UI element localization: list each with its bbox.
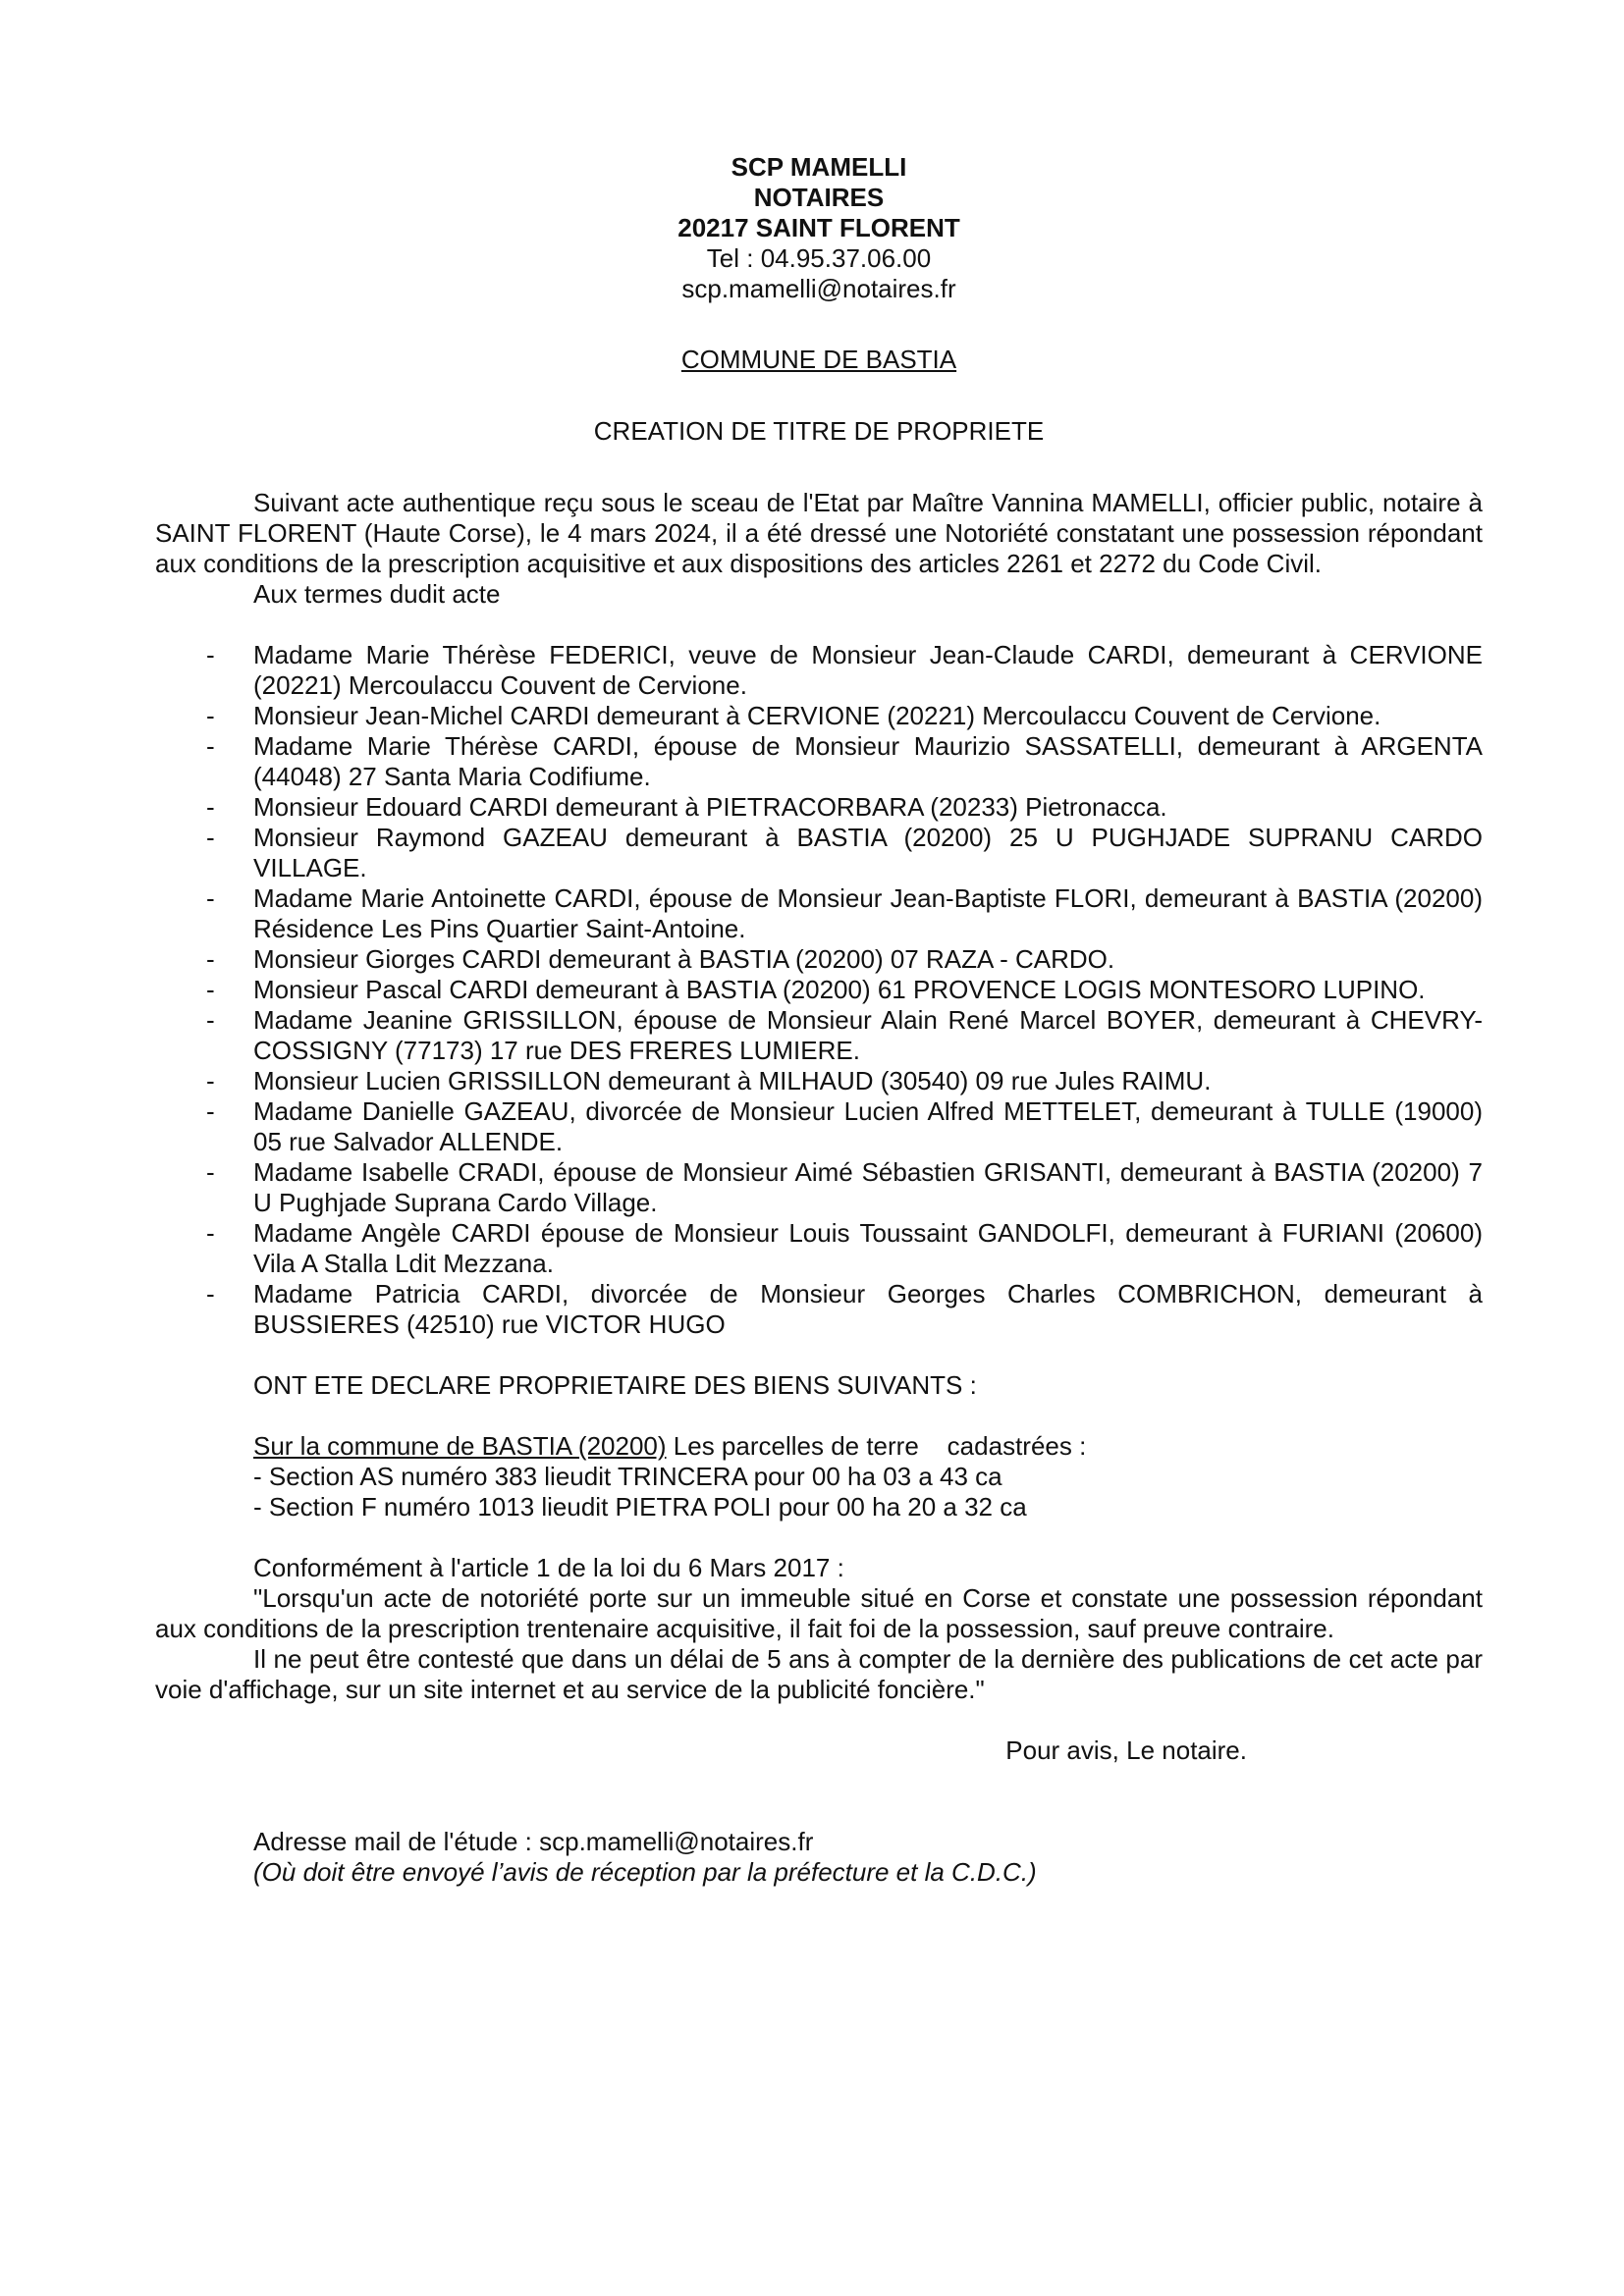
owner-text: Madame Danielle GAZEAU, divorcée de Monsieur Lucien Alfred METTELET, demeurant à TULLE (19000) 05 rue Salvador ALLENDE. bbox=[253, 1096, 1483, 1156]
list-dash: - bbox=[206, 701, 215, 730]
owner-item bbox=[155, 1157, 1483, 1218]
list-dash: - bbox=[206, 1005, 215, 1035]
document-page bbox=[155, 152, 1483, 1888]
signature-line-1: Pour avis, bbox=[1005, 1735, 1119, 1765]
owner-text: Monsieur Lucien GRISSILLON demeurant à MILHAUD (30540) 09 rue Jules RAIMU. bbox=[253, 1066, 1212, 1095]
list-dash: - bbox=[206, 1066, 215, 1095]
owner-item bbox=[155, 1096, 1483, 1157]
owner-text: Monsieur Giorges CARDI demeurant à BASTIA (20200) 07 RAZA - CARDO. bbox=[253, 944, 1115, 974]
list-dash: - bbox=[206, 1096, 215, 1126]
owner-item bbox=[155, 1066, 1483, 1096]
owner-text: Madame Isabelle CRADI, épouse de Monsieur Aimé Sébastien GRISANTI, demeurant à BASTIA (20200) 7 U Pughjade Suprana Cardo Village. bbox=[253, 1157, 1483, 1217]
owner-item bbox=[155, 1218, 1483, 1279]
quote-paragraph-2: Il ne peut être contesté que dans un délai de 5 ans à compter de la dernière des publications de cet acte par voie d'affichage, sur un site internet et au service de la publicité foncière." bbox=[155, 1644, 1483, 1704]
commune-line bbox=[155, 1431, 1483, 1462]
commune-heading: COMMUNE DE BASTIA bbox=[680, 345, 957, 374]
list-dash: - bbox=[206, 792, 215, 822]
owner-item bbox=[155, 823, 1483, 883]
owner-text: Madame Marie Thérèse FEDERICI, veuve de Monsieur Jean-Claude CARDI, demeurant à CERVIONE (20221) Mercoulaccu Couvent de Cervione. bbox=[253, 640, 1483, 700]
commune-line-underlined: Sur la commune de BASTIA (20200) bbox=[253, 1431, 667, 1461]
signature-block bbox=[155, 1735, 1483, 1766]
letterhead bbox=[155, 152, 1483, 304]
list-dash: - bbox=[206, 883, 215, 913]
owner-item bbox=[155, 883, 1483, 944]
signature-line-2: Le notaire. bbox=[1126, 1735, 1247, 1765]
firm-title: NOTAIRES bbox=[753, 183, 885, 212]
list-dash: - bbox=[206, 944, 215, 974]
owners-list bbox=[155, 640, 1483, 1340]
owner-item bbox=[155, 792, 1483, 823]
owner-text: Madame Marie Thérèse CARDI, épouse de Monsieur Maurizio SASSATELLI, demeurant à ARGENTA (44048) 27 Santa Maria Codifiume. bbox=[253, 731, 1483, 791]
act-title: CREATION DE TITRE DE PROPRIETE bbox=[593, 416, 1045, 446]
firm-name: SCP MAMELLI bbox=[731, 152, 907, 182]
list-dash: - bbox=[206, 1157, 215, 1187]
list-dash: - bbox=[206, 640, 215, 669]
owner-text: Monsieur Edouard CARDI demeurant à PIETRACORBARA (20233) Pietronacca. bbox=[253, 792, 1167, 822]
intro-paragraph: Suivant acte authentique reçu sous le sceau de l'Etat par Maître Vannina MAMELLI, officier public, notaire à SAINT FLORENT (Haute Corse), le 4 mars 2024, il a été dressé une Notoriété constatant une possession répondant aux conditions de la prescription acquisitive et aux dispositions des articles 2261 et 2272 du Code Civil. bbox=[155, 488, 1483, 578]
firm-email: scp.mamelli@notaires.fr bbox=[681, 274, 956, 303]
firm-city: 20217 SAINT FLORENT bbox=[677, 213, 960, 242]
owner-text: Madame Angèle CARDI épouse de Monsieur Louis Toussaint GANDOLFI, demeurant à FURIANI (20600) Vila A Stalla Ldit Mezzana. bbox=[253, 1218, 1483, 1278]
conformement-line: Conformément à l'article 1 de la loi du 6 Mars 2017 : bbox=[253, 1553, 844, 1582]
owner-item bbox=[155, 1005, 1483, 1066]
footer-note: (Où doit être envoyé l’avis de réception par la préfecture et la C.D.C.) bbox=[253, 1857, 1037, 1887]
owner-text: Monsieur Jean-Michel CARDI demeurant à CERVIONE (20221) Mercoulaccu Couvent de Cervione. bbox=[253, 701, 1381, 730]
owner-item bbox=[155, 975, 1483, 1005]
quote-paragraph-1: "Lorsqu'un acte de notoriété porte sur un immeuble situé en Corse et constate une possession répondant aux conditions de la prescription trentenaire acquisitive, il fait foi de la possession, sauf preuve contraire. bbox=[155, 1583, 1483, 1643]
owner-text: Madame Marie Antoinette CARDI, épouse de Monsieur Jean-Baptiste FLORI, demeurant à BASTIA (20200) Résidence Les Pins Quartier Saint-Antoine. bbox=[253, 883, 1483, 943]
owner-item bbox=[155, 640, 1483, 701]
footer-mail: Adresse mail de l'étude : scp.mamelli@notaires.fr bbox=[253, 1827, 814, 1856]
declared-heading: ONT ETE DECLARE PROPRIETAIRE DES BIENS SUIVANTS : bbox=[253, 1370, 977, 1400]
owner-text: Madame Patricia CARDI, divorcée de Monsieur Georges Charles COMBRICHON, demeurant à BUSSIERES (42510) rue VICTOR HUGO bbox=[253, 1279, 1483, 1339]
owner-text: Madame Jeanine GRISSILLON, épouse de Monsieur Alain René Marcel BOYER, demeurant à CHEVRY-COSSIGNY (77173) 17 rue DES FRERES LUMIERE. bbox=[253, 1005, 1483, 1065]
parcel-2: - Section F numéro 1013 lieudit PIETRA POLI pour 00 ha 20 a 32 ca bbox=[253, 1492, 1027, 1522]
list-dash: - bbox=[206, 1218, 215, 1248]
owner-text: Monsieur Pascal CARDI demeurant à BASTIA (20200) 61 PROVENCE LOGIS MONTESORO LUPINO. bbox=[253, 975, 1426, 1004]
list-dash: - bbox=[206, 823, 215, 852]
parcel-1: - Section AS numéro 383 lieudit TRINCERA pour 00 ha 03 a 43 ca bbox=[253, 1462, 1002, 1491]
owner-item bbox=[155, 1279, 1483, 1340]
list-dash: - bbox=[206, 731, 215, 761]
list-dash: - bbox=[206, 1279, 215, 1308]
owner-text: Monsieur Raymond GAZEAU demeurant à BASTIA (20200) 25 U PUGHJADE SUPRANU CARDO VILLAGE. bbox=[253, 823, 1483, 882]
commune-line-rest: Les parcelles de terre cadastrées : bbox=[666, 1431, 1087, 1461]
aux-termes-line: Aux termes dudit acte bbox=[253, 579, 501, 609]
owner-item bbox=[155, 701, 1483, 731]
owner-item bbox=[155, 731, 1483, 792]
list-dash: - bbox=[206, 975, 215, 1004]
owner-item bbox=[155, 944, 1483, 975]
firm-phone: Tel : 04.95.37.06.00 bbox=[706, 243, 932, 273]
